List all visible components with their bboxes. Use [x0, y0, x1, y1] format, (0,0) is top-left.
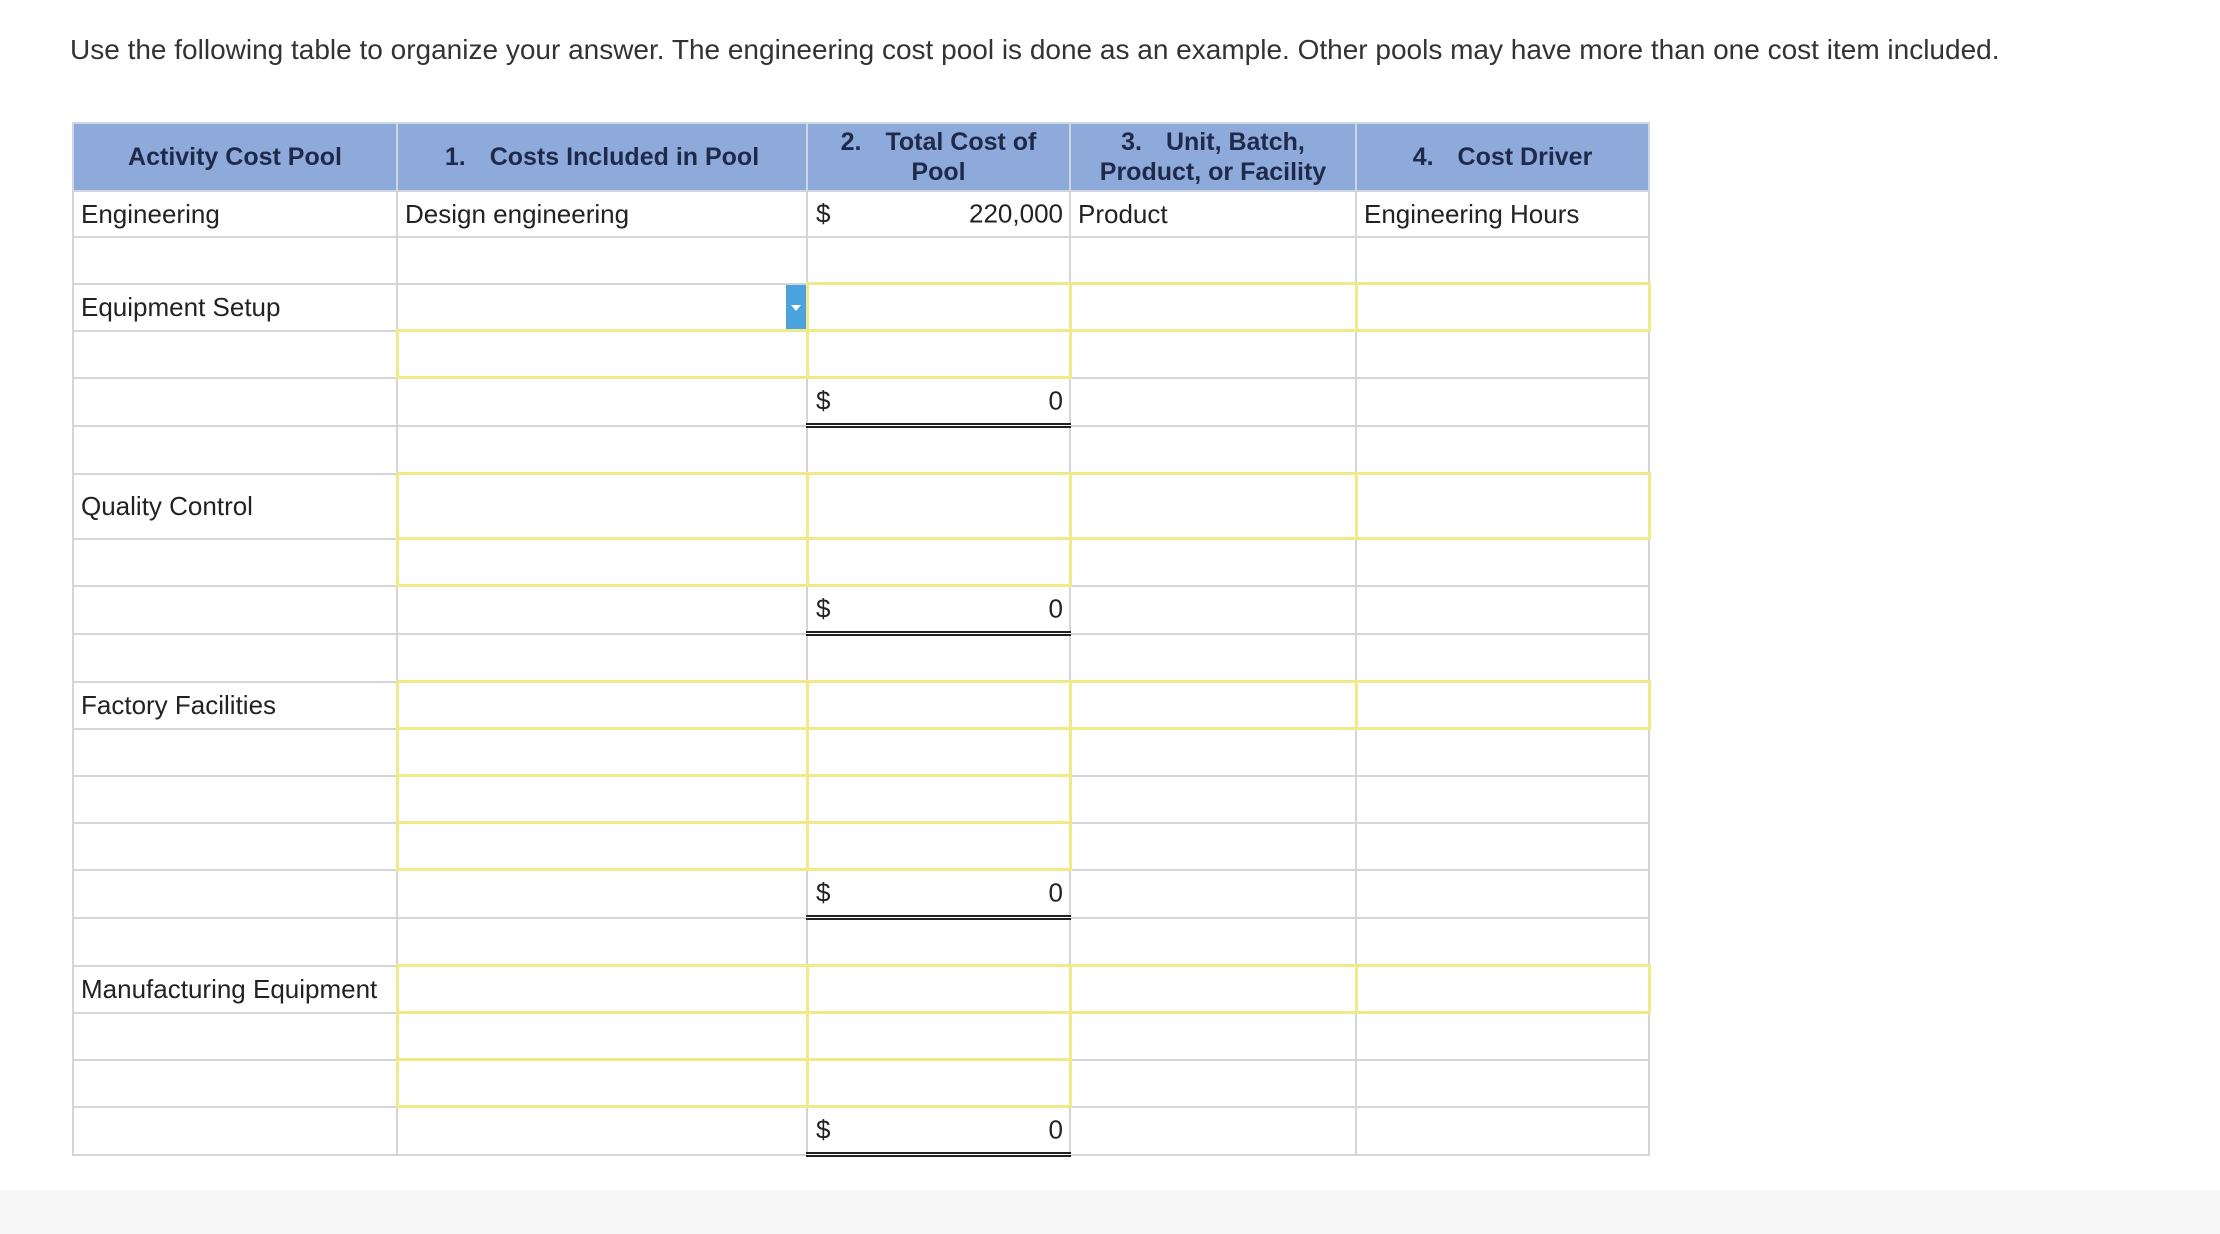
table-row: [73, 729, 1649, 776]
cost-item-select[interactable]: [397, 776, 807, 823]
cost-item-select-manufacturing-equipment[interactable]: [397, 966, 807, 1013]
cost-amount-input[interactable]: [807, 331, 1070, 378]
table-row: [73, 1013, 1649, 1060]
header-activity-cost-pool: Activity Cost Pool: [73, 123, 397, 191]
total-quality-control: [807, 586, 1070, 634]
cost-amount-input[interactable]: [807, 776, 1070, 823]
currency-symbol: $: [816, 877, 831, 908]
total-value: 0: [1048, 385, 1063, 416]
total-equipment-setup: [807, 378, 1070, 426]
table-row-total-factory-facilities: [73, 870, 1649, 918]
cost-item-select-equipment-setup[interactable]: [397, 284, 807, 331]
total-factory-facilities: [807, 870, 1070, 918]
pool-name-quality-control: Quality Control: [73, 474, 397, 539]
cost-item-select[interactable]: [397, 539, 807, 586]
cost-item-select[interactable]: [397, 729, 807, 776]
table-row: [73, 331, 1649, 378]
currency-symbol: $: [816, 593, 831, 624]
table-header-row: [73, 123, 1649, 191]
cost-item-select-quality-control[interactable]: [397, 474, 807, 539]
table-row-manufacturing-equipment: [73, 966, 1649, 1013]
cost-amount-input-quality-control[interactable]: [807, 474, 1070, 539]
cost-amount-input-equipment-setup[interactable]: [807, 284, 1070, 331]
hierarchy-select-manufacturing-equipment[interactable]: [1070, 966, 1356, 1013]
table-row: [73, 1060, 1649, 1107]
hierarchy-select-equipment-setup[interactable]: [1070, 284, 1356, 331]
currency-symbol: $: [816, 198, 831, 229]
table-row: [73, 776, 1649, 823]
total-value: 0: [1048, 877, 1063, 908]
dropdown-arrow-icon[interactable]: [786, 285, 806, 330]
table-row: [73, 539, 1649, 586]
table-row-total-quality-control: [73, 586, 1649, 634]
total-value: 0: [1048, 593, 1063, 624]
cost-amount-input[interactable]: [807, 729, 1070, 776]
table-row-spacer: [73, 918, 1649, 966]
pool-name-manufacturing-equipment: Manufacturing Equipment: [73, 966, 397, 1013]
cost-amount-input[interactable]: [807, 539, 1070, 586]
cost-amount-input[interactable]: [807, 1060, 1070, 1107]
cost-item-select[interactable]: [397, 1013, 807, 1060]
table-row-equipment-setup: [73, 284, 1649, 331]
hierarchy-engineering: Product: [1070, 191, 1356, 237]
pool-name-factory-facilities: Factory Facilities: [73, 682, 397, 729]
pool-name-equipment-setup: Equipment Setup: [73, 284, 397, 331]
activity-cost-pool-table: [72, 122, 1651, 1157]
driver-select-manufacturing-equipment[interactable]: [1356, 966, 1649, 1013]
driver-engineering: Engineering Hours: [1356, 191, 1649, 237]
cost-amount-input-manufacturing-equipment[interactable]: [807, 966, 1070, 1013]
table-row-quality-control: [73, 474, 1649, 539]
driver-select-quality-control[interactable]: [1356, 474, 1649, 539]
cost-item-select[interactable]: [397, 823, 807, 870]
header-cost-driver: 4. Cost Driver: [1356, 123, 1649, 191]
cost-amount-input[interactable]: [807, 1013, 1070, 1060]
header-cost-hierarchy: 3. Unit, Batch, Product, or Facility: [1070, 123, 1356, 191]
driver-select-equipment-setup[interactable]: [1356, 284, 1649, 331]
total-cost-engineering: [807, 191, 1070, 237]
cost-amount-input-factory-facilities[interactable]: [807, 682, 1070, 729]
cost-item-select[interactable]: [397, 331, 807, 378]
instruction-text: Use the following table to organize your answer. The engineering cost pool is done as an example. Other pools may have more than one cost item included.: [70, 34, 2000, 65]
currency-symbol: $: [816, 385, 831, 416]
page-footer-band: [0, 1190, 2220, 1234]
cost-amount-input[interactable]: [807, 823, 1070, 870]
cost-item-engineering: Design engineering: [397, 191, 807, 237]
table-row-spacer: [73, 634, 1649, 682]
table-row-factory-facilities: [73, 682, 1649, 729]
header-total-cost: 2. Total Cost of Pool: [807, 123, 1070, 191]
hierarchy-select-quality-control[interactable]: [1070, 474, 1356, 539]
total-value: 0: [1048, 1114, 1063, 1145]
cost-item-select[interactable]: [397, 1060, 807, 1107]
table-row-spacer: [73, 426, 1649, 474]
table-row-engineering: [73, 191, 1649, 237]
cost-item-select-factory-facilities[interactable]: [397, 682, 807, 729]
table-row-total-equipment-setup: [73, 378, 1649, 426]
driver-select-factory-facilities[interactable]: [1356, 682, 1649, 729]
table-row-total-manufacturing-equipment: [73, 1107, 1649, 1155]
table-row: [73, 823, 1649, 870]
table-row-spacer: [73, 237, 1649, 284]
currency-symbol: $: [816, 1114, 831, 1145]
pool-name-engineering: Engineering: [73, 191, 397, 237]
total-manufacturing-equipment: [807, 1107, 1070, 1155]
hierarchy-select-factory-facilities[interactable]: [1070, 682, 1356, 729]
header-costs-included: 1. Costs Included in Pool: [397, 123, 807, 191]
amount-value: 220,000: [969, 198, 1063, 229]
